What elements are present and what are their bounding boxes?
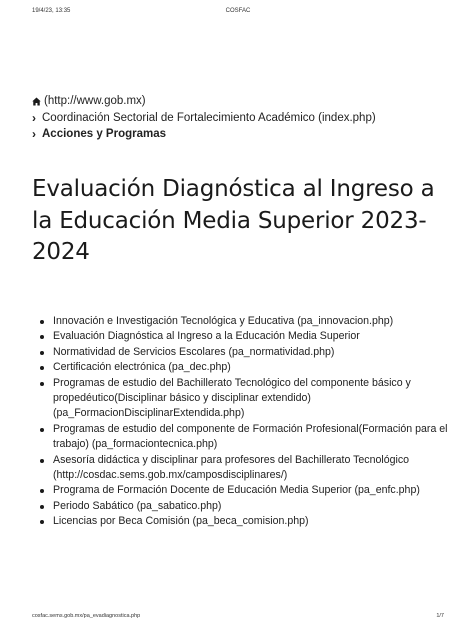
program-link-formacion-profesional[interactable]: Programas de estudio del componente de Formación Profesional(Formación para el trabajo) (pa_formaciontecnica.php) (53, 422, 463, 453)
print-header (32, 8, 444, 20)
breadcrumb-current-link[interactable] (32, 126, 452, 143)
print-footer (32, 613, 444, 623)
program-link-periodo-sabatico[interactable]: Periodo Sabático (pa_sabatico.php) (53, 499, 463, 514)
breadcrumb (32, 93, 452, 143)
breadcrumb-home-label: (http://www.gob.mx) (44, 95, 146, 107)
print-timestamp: 19/4/23, 13:35 (32, 8, 71, 14)
program-link-certificacion[interactable]: Certificación electrónica (pa_dec.php) (53, 360, 463, 375)
program-link-innovacion[interactable]: Innovación e Investigación Tecnológica y Educativa (pa_innovacion.php) (53, 314, 463, 329)
breadcrumb-home-link[interactable] (32, 93, 452, 110)
program-link-evaluacion-diagnostica[interactable]: Evaluación Diagnóstica al Ingreso a la Educación Media Superior (53, 329, 463, 344)
print-footer-url: cosfac.sems.gob.mx/pa_evadiagnostica.php (32, 613, 141, 619)
program-link-formacion-docente[interactable]: Programa de Formación Docente de Educación Media Superior (pa_enfc.php) (53, 483, 463, 498)
print-document-title: COSFAC (225, 8, 251, 14)
program-link-formacion-disciplinar[interactable]: Programas de estudio del Bachillerato Tecnológico del componente básico y propedéutico(Disciplinar básico y disciplinar extendido) (pa_FormacionDisciplinarExtendida.php) (53, 376, 463, 422)
home-icon (32, 97, 41, 106)
page-title: Evaluación Diagnóstica al Ingreso a la Educación Media Superior 2023-2024 (32, 176, 435, 265)
program-link-asesoria-didactica[interactable]: Asesoría didáctica y disciplinar para profesores del Bachillerato Tecnológico (http://cosdac.sems.gob.mx/camposdisciplinares/) (53, 453, 463, 484)
print-page-number: 1/7 (436, 613, 444, 619)
program-link-licencias-beca[interactable]: Licencias por Beca Comisión (pa_beca_comision.php) (53, 514, 463, 529)
breadcrumb-cosfac-link[interactable] (32, 110, 452, 127)
programs-list (32, 314, 463, 530)
breadcrumb-current-label: Acciones y Programas (42, 128, 167, 140)
breadcrumb-cosfac-label: Coordinación Sectorial de Fortalecimiento Académico (index.php) (42, 111, 376, 124)
program-link-normatividad[interactable]: Normatividad de Servicios Escolares (pa_normatividad.php) (53, 345, 463, 360)
chevron-right-icon: › (32, 127, 36, 141)
chevron-right-icon: › (32, 110, 36, 125)
